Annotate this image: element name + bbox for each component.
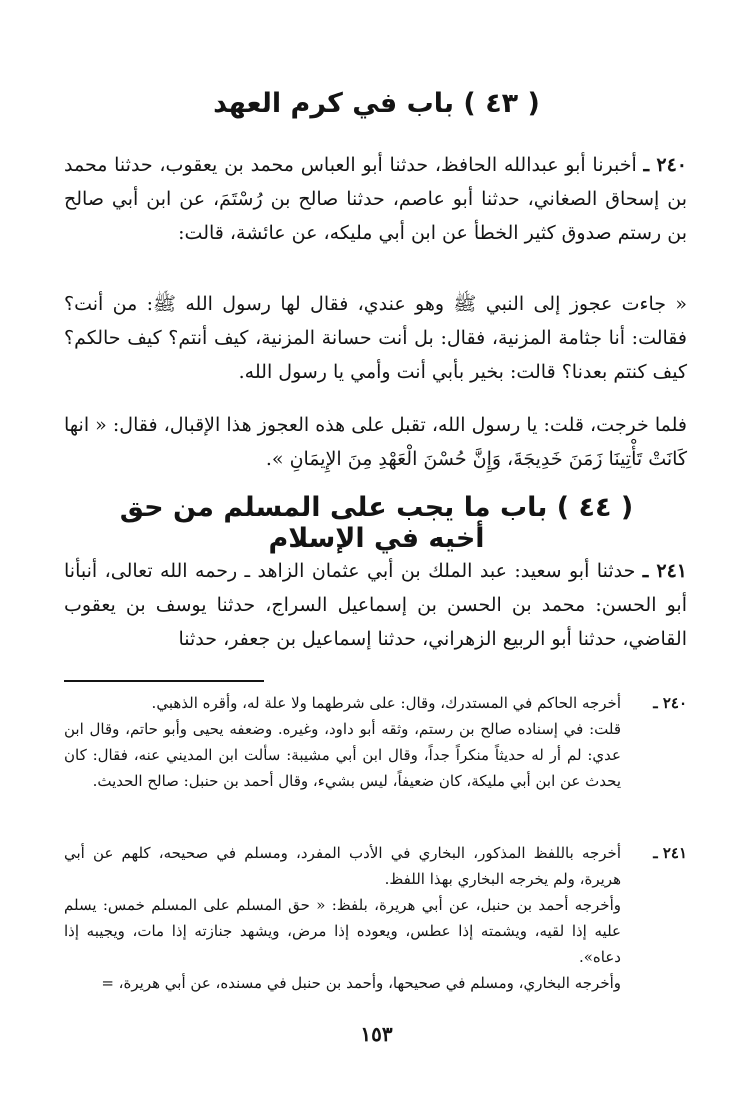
footnote-241-line: أخرجه باللفظ المذكور، البخاري في الأدب المفرد، ومسلم في صحيحه، كلهم عن أبي هريرة، ولم يخرجه البخاري بهذا اللفظ. (64, 844, 621, 888)
footnote-241 (64, 840, 687, 996)
page-number: ١٥٣ (360, 1022, 393, 1046)
hadith-241-isnad-text: حدثنا أبو سعيد: عبد الملك بن أبي عثمان الزاهد ـ رحمه الله تعالى، أنبأنا أبو الحسن: محمد بن الحسن بن إسماعيل السراج، حدثنا يوسف بن يعقوب القاضي، حدثنا أبو الربيع الزهراني، حدثنا إسماعيل بن جعفر، حدثنا (64, 560, 687, 650)
hadith-240-number: ٢٤٠ ـ (643, 154, 687, 176)
footnote-241-text (64, 840, 621, 996)
footnote-divider (64, 680, 264, 682)
footnote-240-text (64, 690, 621, 794)
hadith-241-number: ٢٤١ ـ (642, 560, 687, 582)
footnote-240-number: ٢٤٠ ـ (653, 694, 687, 712)
hadith-240-isnad-text: أخبرنا أبو عبدالله الحافظ، حدثنا أبو العباس محمد بن يعقوب، حدثنا محمد بن إسحاق الصغاني، حدثنا أبو عاصم، حدثنا صالح بن رُسْتَمَ، عن ابن أبي صالح بن رستم صدوق كثير الخطأ عن ابن أبي مليكه، عن عائشة، قالت: (64, 154, 687, 244)
hadith-241-isnad (64, 554, 687, 656)
footnote-241-number: ٢٤١ ـ (653, 844, 687, 862)
hadith-240-isnad (64, 148, 687, 250)
chapter-43-title: ( ٤٣ ) باب في كرم العهد (213, 88, 540, 119)
hadith-240-continuation: فلما خرجت، قلت: يا رسول الله، تقبل على هذه العجوز هذا الإقبال، فقال: « انها كَانَتْ تَأْتِينَا زَمَنَ خَدِيجَةَ، وَإِنَّ حُسْنَ الْعَهْدِ مِنَ الإِيمَانِ ». (64, 414, 687, 470)
hadith-240-matn: « جاءت عجوز إلى النبي ﷺ وهو عندي، فقال لها رسول الله ﷺ: من أنت؟ فقالت: أنا جثامة المزنية، فقال: بل أنت حسانة المزنية، كيف أنتم؟ كيف حالكم؟ كيف كنتم بعدنا؟ قالت: بخير بأبي أنت وأمي يا رسول الله. (64, 293, 687, 383)
footnote-240-line: قلت: في إسناده صالح بن رستم، وثقه أبو داود، وغيره. وضعفه يحيى وأبو حاتم، وقال ابن عدي: لم أر له حديثاً منكراً جداً، وقال ابن أبي مشيبة: سألت ابن المديني عنه، فقال: كان يحدث عن ابن أبي مليكة، كان ضعيفاً، ليس بشيء، وقال أحمد بن حنبل: صالح الحديث. (64, 720, 621, 790)
chapter-44-title: ( ٤٤ ) باب ما يجب على المسلم من حق أخيه في الإسلام (119, 492, 634, 554)
footnote-240 (64, 690, 687, 794)
footnote-240-line: أخرجه الحاكم في المستدرك، وقال: على شرطهما ولا علة له، وأقره الذهبي. (151, 694, 621, 712)
footnote-241-line: وأخرجه أحمد بن حنبل، عن أبي هريرة، بلفظ: « حق المسلم على المسلم خمس: يسلم عليه إذا لقيه، ويشمته إذا عطس، ويعوده إذا مرض، ويشهد جنازته إذا مات، ويجيبه إذا دعاه». (64, 896, 621, 966)
footnote-241-line: وأخرجه البخاري، ومسلم في صحيحها، وأحمد بن حنبل في مسنده، عن أبي هريرة، = (101, 974, 621, 992)
